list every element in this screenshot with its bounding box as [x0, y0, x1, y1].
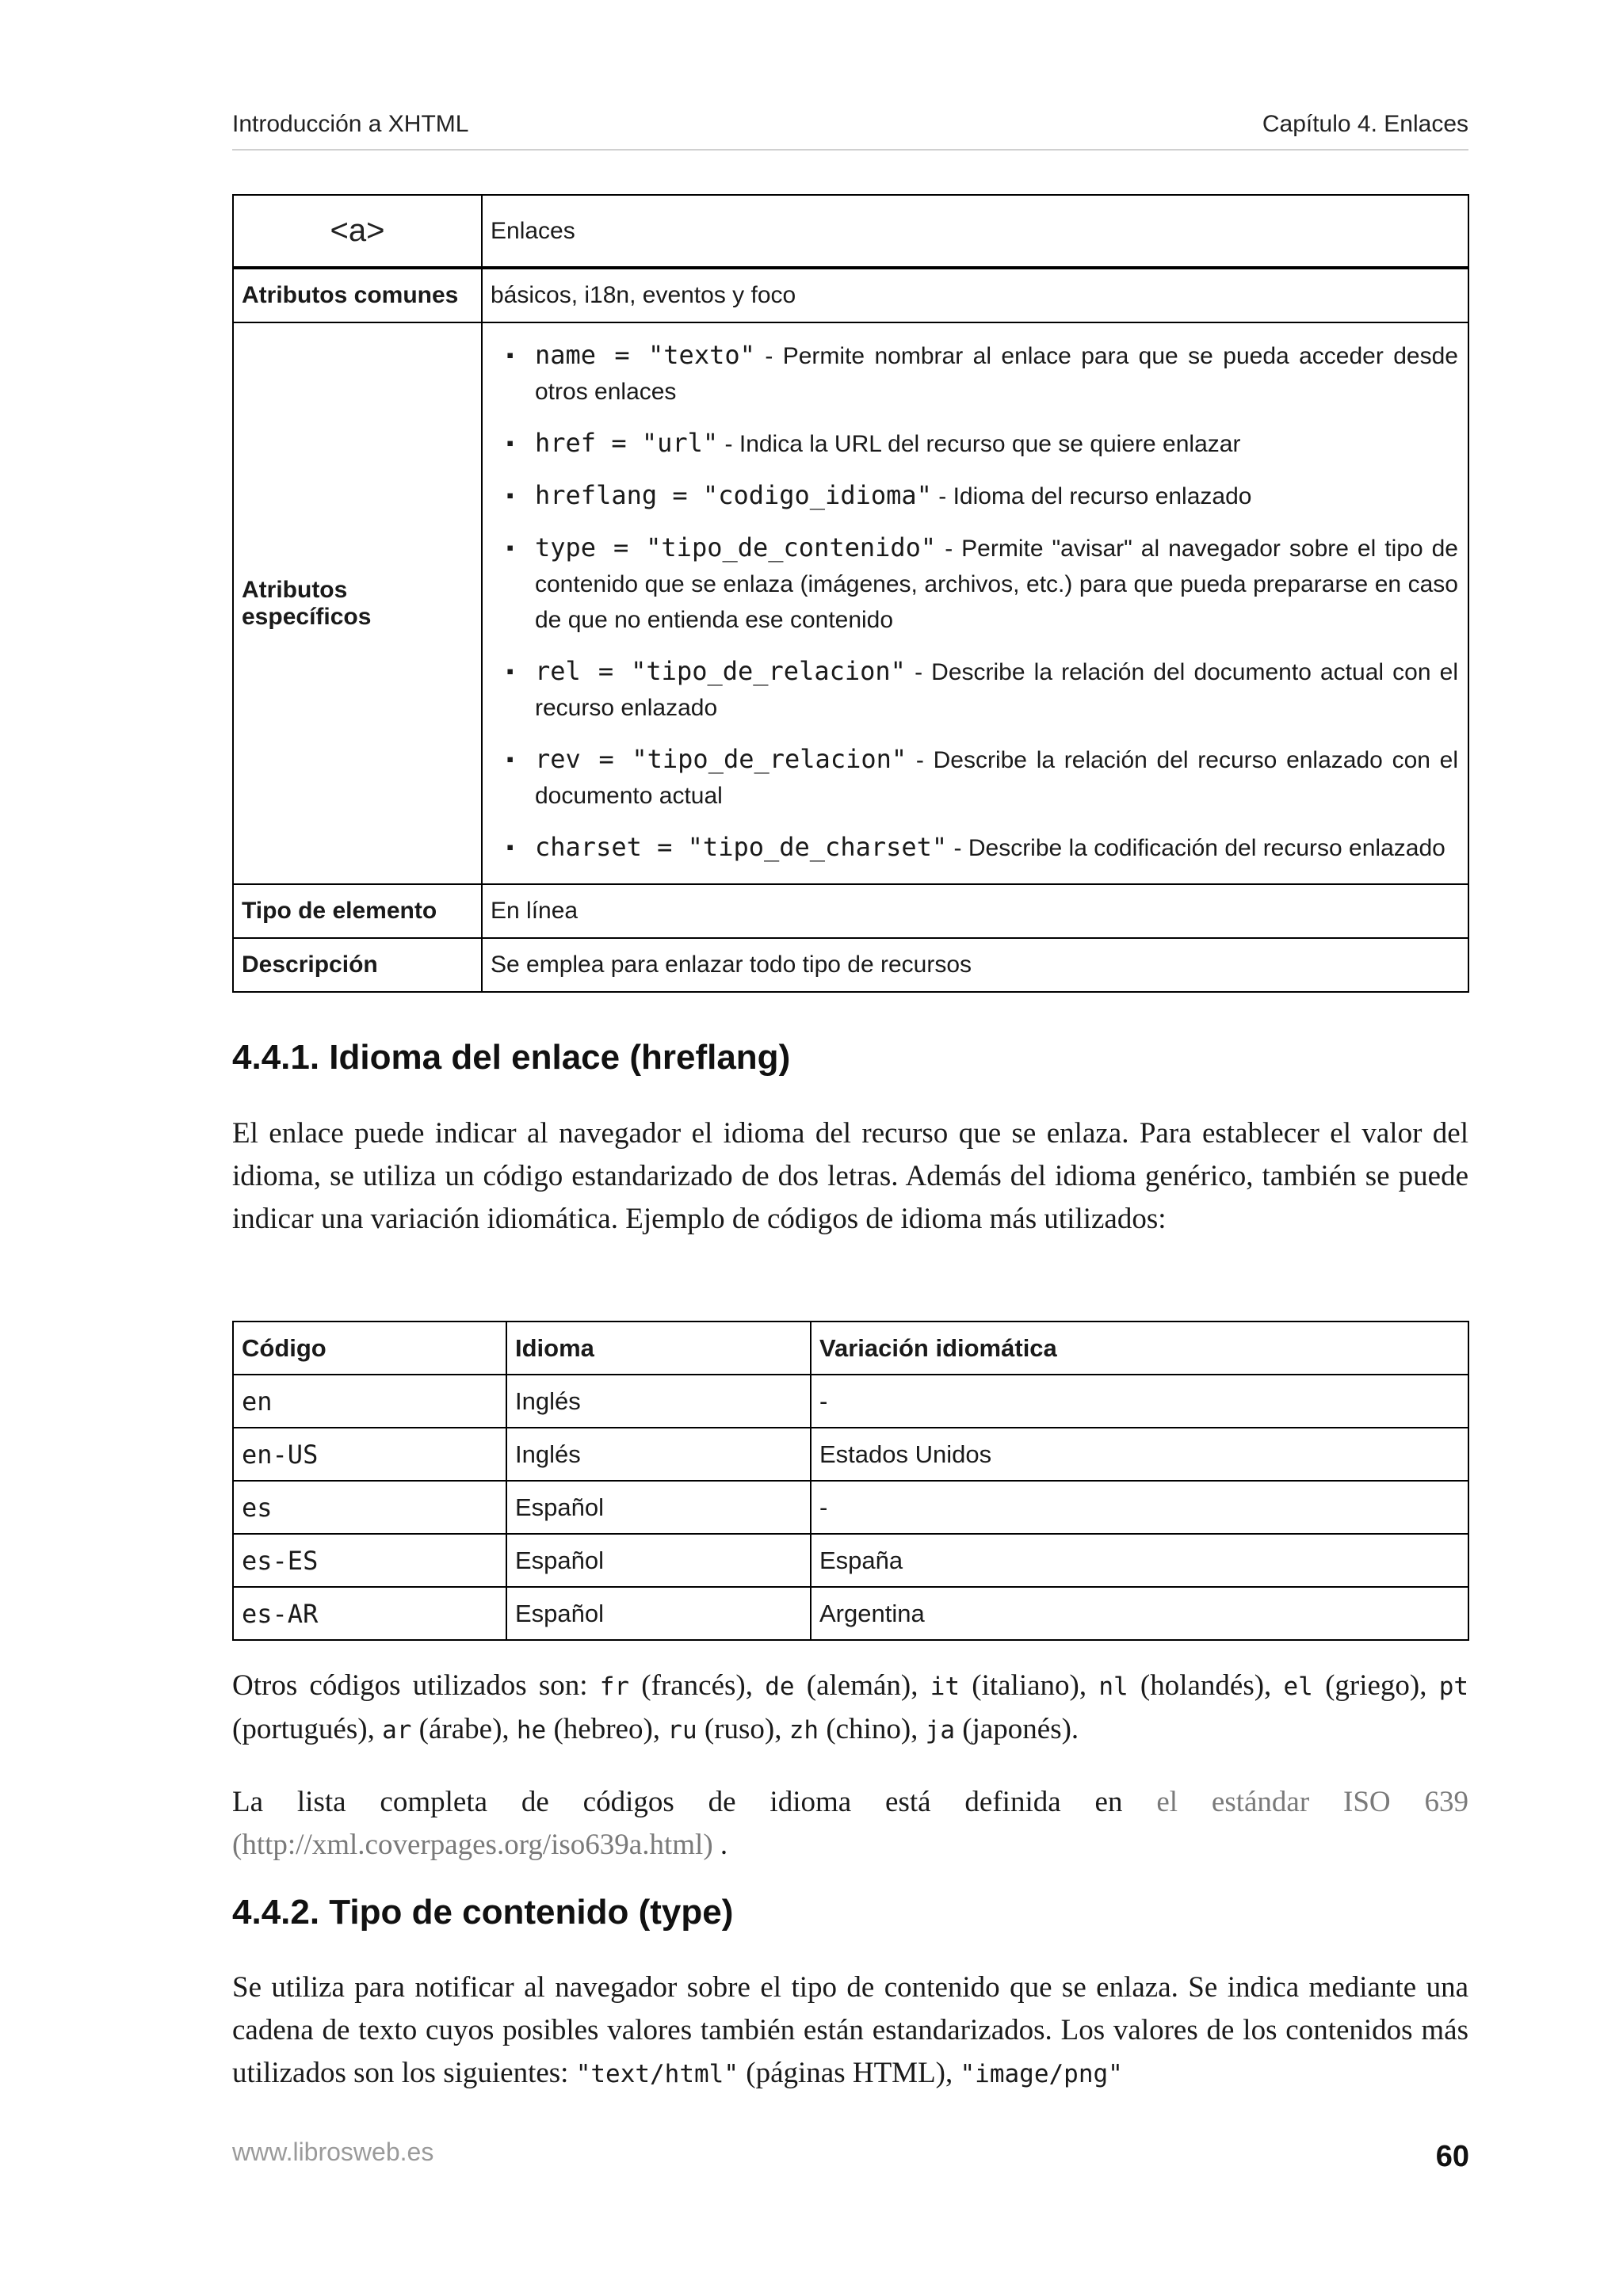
description-value: Se emplea para enlazar todo tipo de recursos	[482, 938, 1468, 992]
language-code: ar	[382, 1716, 412, 1745]
language-code-cell: en-US	[233, 1428, 506, 1481]
iso-end: .	[720, 1829, 728, 1861]
table-row	[233, 938, 1468, 992]
attribute-list	[495, 338, 1458, 866]
language-name-cell: Español	[506, 1587, 811, 1640]
table-row	[233, 268, 1468, 322]
language-name: (chino)	[826, 1713, 911, 1745]
footer-website: www.librosweb.es	[232, 2138, 434, 2166]
language-name: (japonés)	[962, 1713, 1071, 1745]
separator: ,	[1264, 1669, 1272, 1702]
attribute-item	[495, 830, 1458, 866]
table-row	[233, 1534, 1468, 1587]
table-row	[233, 1481, 1468, 1534]
attribute-code: name = "texto"	[535, 340, 755, 370]
attribute-code: rev = "tipo_de_relacion"	[535, 744, 907, 774]
language-name: (francés)	[641, 1669, 746, 1702]
type-mid-text: (páginas HTML),	[746, 2057, 953, 2089]
language-code: ru	[667, 1716, 697, 1745]
language-name-cell: Español	[506, 1534, 811, 1587]
bullet-icon: ▪	[506, 659, 514, 683]
attribute-code: charset = "tipo_de_charset"	[535, 832, 948, 862]
book-title: Introducción a XHTML	[232, 111, 469, 137]
separator: ,	[1419, 1669, 1427, 1702]
common-attributes-label: Atributos comunes	[233, 268, 482, 322]
tag-description-cell: Enlaces	[482, 195, 1468, 268]
attribute-code: rel = "tipo_de_relacion"	[535, 656, 906, 686]
element-type-value: En línea	[482, 884, 1468, 938]
column-header: Idioma	[506, 1322, 811, 1375]
attribute-description: - Describe la codificación del recurso enlazado	[953, 835, 1445, 861]
attribute-description: - Idioma del recurso enlazado	[938, 483, 1252, 509]
language-variant-cell: Argentina	[811, 1587, 1468, 1640]
common-attributes-value: básicos, i18n, eventos y foco	[482, 268, 1468, 322]
language-code: he	[516, 1716, 547, 1745]
language-code: nl	[1098, 1672, 1128, 1701]
table-row	[233, 195, 1468, 268]
language-name: (griego)	[1325, 1669, 1420, 1702]
table-row	[233, 884, 1468, 938]
language-name: (italiano)	[972, 1669, 1079, 1702]
language-code: el	[1283, 1672, 1313, 1701]
bullet-icon: ▪	[506, 536, 514, 559]
description-label: Descripción	[233, 938, 482, 992]
attribute-code: type = "tipo_de_contenido"	[535, 532, 937, 563]
language-code: zh	[789, 1716, 819, 1745]
separator: ,	[1079, 1669, 1087, 1702]
bullet-icon: ▪	[506, 431, 514, 455]
language-code-cell: es-ES	[233, 1534, 506, 1587]
separator: ,	[502, 1713, 510, 1745]
language-variant-cell: España	[811, 1534, 1468, 1587]
attribute-description: - Permite nombrar al enlace para que se pueda acceder desde otros enlaces	[535, 343, 1458, 405]
iso-reference-paragraph	[232, 1781, 1468, 1867]
separator: ,	[652, 1713, 661, 1745]
section-heading-hreflang: 4.4.1. Idioma del enlace (hreflang)	[232, 1038, 791, 1077]
attribute-item	[495, 654, 1458, 726]
language-name-cell: Inglés	[506, 1428, 811, 1481]
iso-text: La lista completa de códigos de idioma está definida en	[232, 1786, 1123, 1818]
column-header: Variación idiomática	[811, 1322, 1468, 1375]
language-code-cell: es	[233, 1481, 506, 1534]
type-intro-paragraph	[232, 1966, 1468, 2096]
type-text: Se utiliza para notificar al navegador sobre el tipo de contenido que se enlaza. Se indica mediante una cadena de texto cuyos posibles valores también están estandarizados. Los valores de los contenidos más utilizados son los siguientes:	[232, 1971, 1468, 2089]
specific-attributes-label: Atributos específicos	[233, 322, 482, 884]
language-name: (árabe)	[418, 1713, 502, 1745]
attribute-item	[495, 530, 1458, 638]
separator: ,	[774, 1713, 782, 1745]
language-code-cell: es-AR	[233, 1587, 506, 1640]
separator: ,	[745, 1669, 753, 1702]
language-name: (hebreo)	[553, 1713, 653, 1745]
table-header-row	[233, 1322, 1468, 1375]
language-name-cell: Inglés	[506, 1375, 811, 1428]
other-codes-paragraph	[232, 1665, 1468, 1752]
language-name-cell: Español	[506, 1481, 811, 1534]
separator: .	[1071, 1713, 1079, 1745]
language-name: (holandés)	[1140, 1669, 1265, 1702]
language-name: (portugués)	[232, 1713, 368, 1745]
language-variant-cell: Estados Unidos	[811, 1428, 1468, 1481]
language-code: pt	[1438, 1672, 1469, 1701]
column-header: Código	[233, 1322, 506, 1375]
table-row	[233, 1428, 1468, 1481]
separator: ,	[911, 1669, 918, 1702]
separator: ,	[911, 1713, 918, 1745]
attribute-code: hreflang = "codigo_idioma"	[535, 480, 932, 510]
running-header	[232, 111, 1468, 151]
element-reference-table	[232, 194, 1469, 993]
code-text-html: "text/html"	[575, 2060, 739, 2088]
language-code: it	[930, 1672, 960, 1701]
bullet-icon: ▪	[506, 483, 514, 507]
section-heading-type: 4.4.2. Tipo de contenido (type)	[232, 1893, 734, 1932]
page-number: 60	[1435, 2140, 1469, 2173]
code-image-png: "image/png"	[960, 2060, 1123, 2088]
attribute-description: - Describe la relación del documento actual con el recurso enlazado	[535, 659, 1458, 721]
bullet-icon: ▪	[506, 747, 514, 771]
iso-639-link[interactable]: el estándar ISO 639 (http://xml.coverpages.org/iso639a.html)	[232, 1786, 1469, 1861]
table-row	[233, 1587, 1468, 1640]
specific-attributes-cell	[482, 322, 1468, 884]
table-row	[233, 322, 1468, 884]
table-row	[233, 1375, 1468, 1428]
tag-name-cell: <a>	[233, 195, 482, 268]
other-codes-intro: Otros códigos utilizados son:	[232, 1669, 588, 1702]
language-variant-cell: -	[811, 1375, 1468, 1428]
attribute-code: href = "url"	[535, 428, 719, 458]
chapter-title: Capítulo 4. Enlaces	[1262, 111, 1468, 137]
language-codes-table	[232, 1321, 1469, 1641]
attribute-item	[495, 338, 1458, 410]
bullet-icon: ▪	[506, 343, 514, 367]
language-name: (ruso)	[704, 1713, 775, 1745]
hreflang-intro-paragraph: El enlace puede indicar al navegador el idioma del recurso que se enlaza. Para establecer el valor del idioma, se utiliza un código estandarizado de dos letras. Además del idioma genérico, también se puede indicar una variación idiomática. Ejemplo de códigos de idioma más utilizados:	[232, 1117, 1468, 1235]
language-code: de	[765, 1672, 795, 1701]
attribute-description: - Describe la relación del recurso enlazado con el documento actual	[535, 747, 1459, 809]
separator: ,	[367, 1713, 375, 1745]
language-variant-cell: -	[811, 1481, 1468, 1534]
language-code: ja	[925, 1716, 955, 1745]
attribute-description: - Permite "avisar" al navegador sobre el tipo de contenido que se enlaza (imágenes, archivos, etc.) para que pueda prepararse en caso de que no entienda ese contenido	[535, 536, 1458, 633]
attribute-item	[495, 425, 1458, 462]
language-name: (alemán)	[806, 1669, 911, 1702]
attribute-description: - Indica la URL del recurso que se quiere enlazar	[724, 431, 1241, 457]
language-code: fr	[599, 1672, 630, 1701]
element-type-label: Tipo de elemento	[233, 884, 482, 938]
attribute-item	[495, 742, 1458, 814]
bullet-icon: ▪	[506, 835, 514, 859]
language-code-cell: en	[233, 1375, 506, 1428]
attribute-item	[495, 478, 1458, 514]
